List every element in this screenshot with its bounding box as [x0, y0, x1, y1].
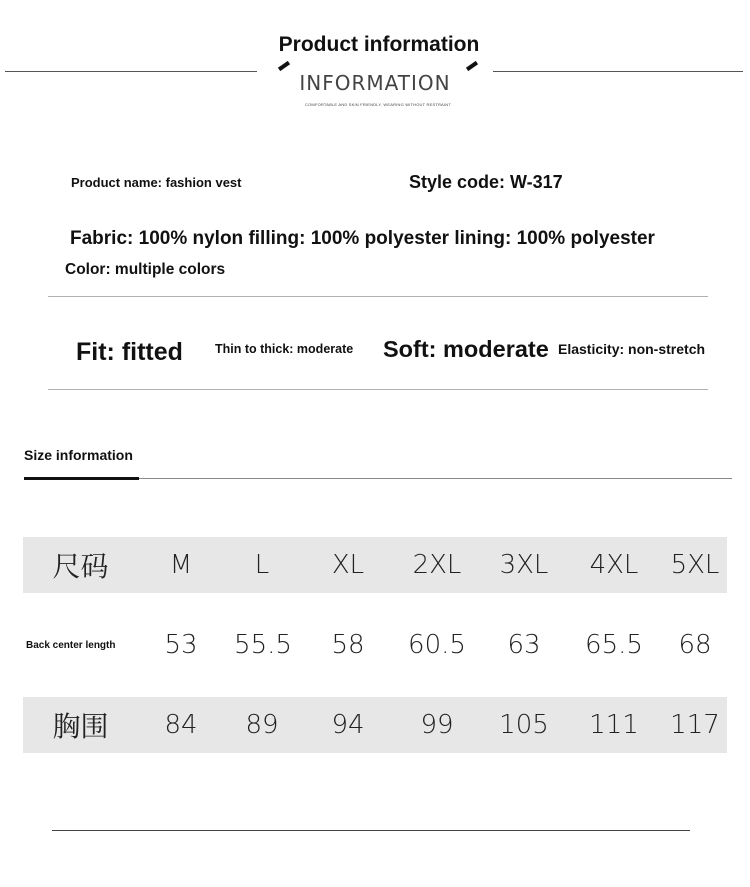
table-cell: 58 — [331, 630, 365, 660]
table-header-label: 尺码 — [52, 550, 109, 583]
table-cell: 65.5 — [585, 630, 643, 660]
table-cell: XL — [331, 550, 365, 580]
info-divider-1 — [48, 296, 708, 297]
size-table-header-row — [23, 537, 727, 593]
fabric-info: Fabric: 100% nylon filling: 100% polyester lining: 100% polyester — [70, 228, 655, 249]
color-info: Color: multiple colors — [65, 261, 226, 278]
style-code: Style code: W-317 — [409, 172, 563, 192]
table-cell: 53 — [164, 630, 198, 660]
table-cell: L — [254, 550, 270, 580]
table-cell: 105 — [499, 710, 549, 740]
thickness-info: Thin to thick: moderate — [215, 342, 354, 356]
table-cell: 94 — [331, 710, 365, 740]
table-cell: 89 — [245, 710, 279, 740]
info-divider-2 — [48, 389, 708, 390]
table-cell: 4XL — [589, 550, 639, 580]
footer-divider — [52, 830, 690, 831]
size-info-underline — [24, 477, 139, 480]
table-row-label: 胸围 — [52, 710, 109, 743]
table-cell: 60.5 — [408, 630, 466, 660]
size-table-row-chest — [23, 697, 727, 753]
table-cell: 55.5 — [234, 630, 292, 660]
fit-info: Fit: fitted — [76, 338, 183, 366]
table-row-label: Back center length — [26, 639, 116, 651]
header-subtitle: INFORMATION — [299, 71, 451, 95]
table-cell: 3XL — [499, 550, 549, 580]
page-title: Product information — [278, 33, 480, 56]
table-cell: 68 — [678, 630, 712, 660]
table-cell: 5XL — [670, 550, 720, 580]
size-table-row-back-length — [23, 617, 727, 673]
slash-mark-right — [466, 61, 478, 71]
header-tagline: COMFORTABLE AND SKIN FRIENDLY, WEARING WITHOUT RESTRAINT — [305, 102, 451, 107]
slash-mark-left — [278, 61, 290, 71]
elasticity-info: Elasticity: non-stretch — [558, 341, 706, 357]
table-cell: 2XL — [412, 550, 462, 580]
table-cell: 111 — [589, 710, 639, 740]
table-cell: 63 — [507, 630, 541, 660]
table-cell: 99 — [420, 710, 454, 740]
product-name: Product name: fashion vest — [71, 175, 242, 190]
table-cell: 84 — [164, 710, 198, 740]
table-cell: 117 — [670, 710, 720, 740]
table-cell: M — [169, 550, 193, 580]
softness-info: Soft: moderate — [383, 336, 549, 362]
size-info-title: Size information — [24, 447, 133, 463]
